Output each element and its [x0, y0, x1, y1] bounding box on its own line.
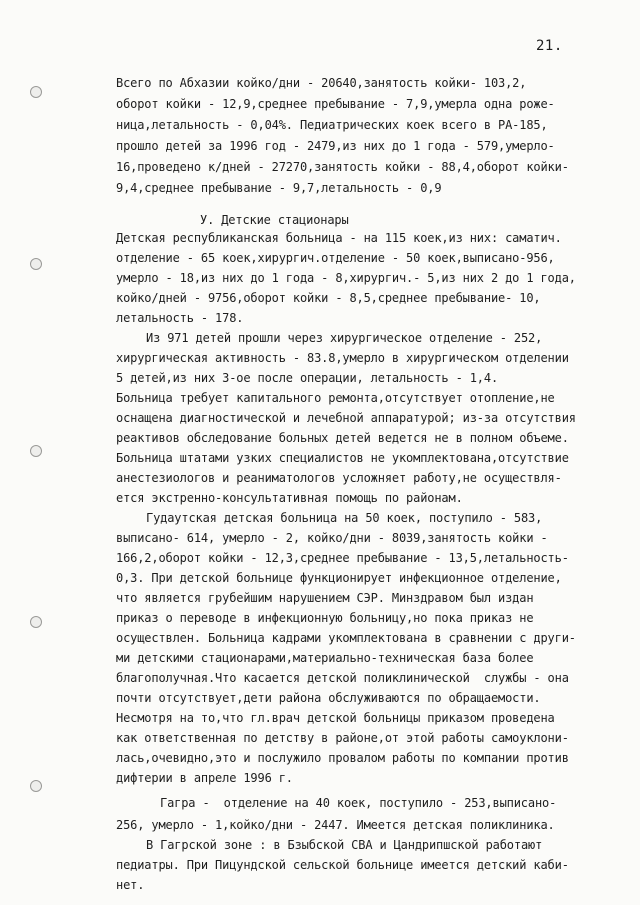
text-line: ми детскими стационарами,материально-техническая база более — [116, 651, 534, 665]
text-line: В Гагрской зоне : в Бзыбской СВА и Цандрипшской работают — [146, 838, 543, 852]
text-line: Больница требует капитального ремонта,отсутствует отопление,не — [116, 391, 555, 405]
text-line: летальность - 178. — [116, 311, 244, 325]
text-line: дифтерии в апреле 1996 г. — [116, 771, 293, 785]
text-line: Детская республиканская больница - на 115 коек,из них: саматич. — [116, 231, 562, 245]
text-line: ница,летальность - 0,04%. Педиатрических коек всего в РА-185, — [116, 118, 548, 132]
text-line: Гагра - отделение на 40 коек, поступило - 253,выписано- — [160, 796, 557, 810]
text-line: реактивов обследование больных детей ведется не в полном объеме. — [116, 431, 569, 445]
text-line: почти отсутствует,дети района обслуживаются по обращаемости. — [116, 691, 541, 705]
text-line: 16,проведено к/дней - 27270,занятость койки - 88,4,оборот койки- — [116, 160, 569, 174]
text-line: 9,4,среднее пребывание - 9,7,летальность - 0,9 — [116, 181, 442, 195]
text-line: Больница штатами узких специалистов не укомплектована,отсутствие — [116, 451, 569, 465]
punch-hole-mark — [30, 616, 42, 628]
text-line: как ответственная по детству в районе,от этой работы самоуклони- — [116, 731, 569, 745]
text-line: выписано- 614, умерло - 2, койко/дни - 8039,занятость койки - — [116, 531, 548, 545]
punch-hole-mark — [30, 86, 42, 98]
text-line: анестезиологов и реаниматологов усложняет работу,не осуществля- — [116, 471, 562, 485]
text-line: лась,очевидно,это и послужило провалом работы по компании против — [116, 751, 569, 765]
punch-hole-mark — [30, 445, 42, 457]
text-line: 0,3. При детской больнице функционирует инфекционное отделение, — [116, 571, 562, 585]
text-line: приказ о переводе в инфекционную больницу,но пока приказ не — [116, 611, 534, 625]
text-line: койко/дней - 9756,оборот койки - 8,5,среднее пребывание- 10, — [116, 291, 541, 305]
text-line: осуществлен. Больница кадрами укомплектована в сравнении с други- — [116, 631, 576, 645]
text-line: педиатры. При Пицундской сельской больнице имеется детский каби- — [116, 858, 569, 872]
text-line: Из 971 детей прошли через хирургическое отделение - 252, — [146, 331, 543, 345]
text-line: что является грубейшим нарушением СЭР. Минздравом был издан — [116, 591, 534, 605]
text-line: ется экстренно-консультативная помощь по районам. — [116, 491, 463, 505]
page-number: 21. — [536, 38, 563, 54]
text-line: Гудаутская детская больница на 50 коек, поступило - 583, — [146, 511, 543, 525]
text-line: прошло детей за 1996 год - 2479,из них до 1 года - 579,умерло- — [116, 139, 555, 153]
text-line: умерло - 18,из них до 1 года - 8,хирургич.- 5,из них 2 до 1 года, — [116, 271, 576, 285]
text-line: оснащена диагностической и лечебной аппаратурой; из-за отсутствия — [116, 411, 576, 425]
punch-hole-mark — [30, 258, 42, 270]
text-line: благополучная.Что касается детской поликлинической службы - она — [116, 671, 569, 685]
text-line: 166,2,оборот койки - 12,3,среднее пребывание - 13,5,летальность- — [116, 551, 569, 565]
text-line: 256, умерло - 1,койко/дни - 2447. Имеется детская поликлиника. — [116, 818, 555, 832]
text-line: Всего по Абхазии койко/дни - 20640,занятость койки- 103,2, — [116, 76, 527, 90]
text-line: оборот койки - 12,9,среднее пребывание - 7,9,умерла одна роже- — [116, 97, 555, 111]
text-line: Несмотря на то,что гл.врач детской больницы приказом проведена — [116, 711, 555, 725]
text-line: 5 детей,из них 3-ое после операции, летальность - 1,4. — [116, 371, 499, 385]
text-line: нет. — [116, 878, 145, 892]
text-line: хирургическая активность - 83.8,умерло в хирургическом отделении — [116, 351, 569, 365]
section-heading: У. Детские стационары — [200, 213, 349, 227]
text-line: отделение - 65 коек,хирургич.отделение - 50 коек,выписано-956, — [116, 251, 555, 265]
punch-hole-mark — [30, 780, 42, 792]
